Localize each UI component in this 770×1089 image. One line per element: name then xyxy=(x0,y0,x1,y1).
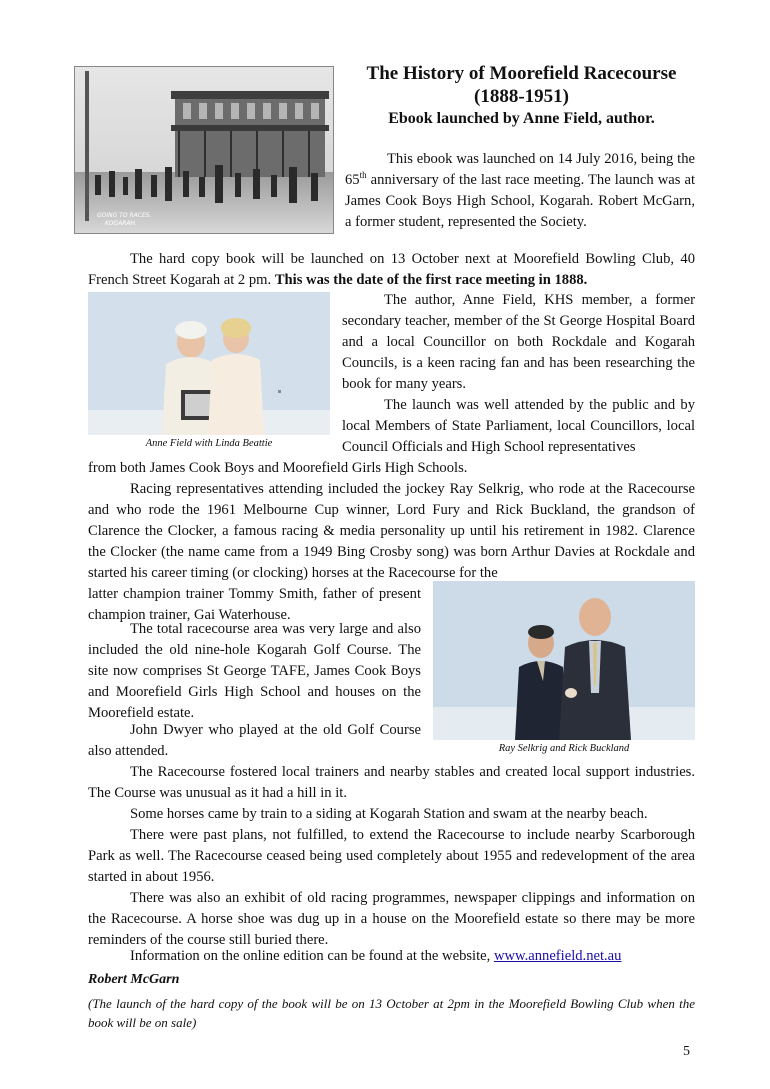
page-number: 5 xyxy=(683,1044,690,1059)
paragraph-horses-train: Some horses came by train to a siding at Kogarah Station and swam at the nearby beach. xyxy=(130,806,648,822)
historic-racecourse-photo xyxy=(74,66,334,234)
anne-field-image xyxy=(88,292,330,435)
para12-text: Information on the online edition can be found at the website, xyxy=(130,948,494,964)
launch-note: (The launch of the hard copy of the book will be on 13 October at 2pm in the Moorefield Bowling Club when the book will be on sale) xyxy=(88,996,695,1030)
paragraph-exhibit: There was also an exhibit of old racing programmes, newspaper clippings and information on the Racecourse. A horse shoe was dug up in a house on the Moorefield estate so there may be more reminders of the course still buried there. xyxy=(88,890,695,948)
ray-selkrig-image xyxy=(433,581,695,740)
para1-text-a: This ebook was launched on 14 July 2016, being the 65 xyxy=(345,151,695,188)
paragraph-attendance-cont: from both James Cook Boys and Moorefield Girls High Schools. xyxy=(88,460,468,476)
paragraph-past-plans: There were past plans, not fulfilled, to extend the Racecourse to include nearby Scarborough Park as well. The Racecourse ceased being used completely about 1955 and redevelopment of the area started in about 1956. xyxy=(88,827,695,885)
paragraph-racing-representatives: Racing representatives attending included the jockey Ray Selkrig, who rode at the Racecourse and who rode the 1961 Melbourne Cup winner, Lord Fury and Rick Buckland, the grandson of Clarence the Clocker, a famous racing & media personality up until his retirement in 1982. Clarence the Clocker (the name came from a 1949 Bing Crosby song) was born Arthur Davies at Rockdale and started his career timing (or clocking) horses at the Racecourse for the xyxy=(88,481,695,581)
paragraph-hard-copy xyxy=(88,249,695,291)
photo-inscription-2: KOGARAH. xyxy=(105,220,137,227)
para2-bold-text: This was the date of the first race meeting in 1888. xyxy=(274,272,588,288)
paragraph-racecourse-area: The total racecourse area was very large and also included the old nine-hole Kogarah Golf Course. The site now comprises St George TAFE, James Cook Boys and Moorefield Girls High School and houses on the Moorefield estate. xyxy=(88,621,421,721)
historic-photo-image xyxy=(75,67,333,233)
title-block xyxy=(345,62,698,130)
caption-anne-field: Anne Field with Linda Beattie xyxy=(145,438,273,449)
ray-selkrig-photo xyxy=(433,581,695,740)
page-title: The History of Moorefield Racecourse xyxy=(366,63,677,84)
paragraph-racing-representatives-tail: latter champion trainer Tommy Smith, father of present champion trainer, Gai Waterhouse. xyxy=(88,586,421,623)
anne-field-photo xyxy=(88,292,330,435)
subtitle: Ebook launched by Anne Field, author. xyxy=(388,110,655,127)
author-signature: Robert McGarn xyxy=(88,972,180,987)
paragraph-online-info xyxy=(88,946,695,967)
para2-text: The hard copy book will be launched on 13 October next at Moorefield Bowling Club, 40 French Street Kogarah at 2 pm. xyxy=(88,251,695,288)
website-link[interactable]: www.annefield.net.au xyxy=(493,948,622,964)
para1-text-b: anniversary of the last race meeting. The launch was at James Cook Boys High School, Kogarah. Robert McGarn, a former student, represented the Society. xyxy=(345,172,695,230)
paragraph-ebook-launch xyxy=(345,149,695,233)
paragraph-john-dwyer: John Dwyer who played at the old Golf Course also attended. xyxy=(88,722,421,759)
para1-superscript: th xyxy=(359,170,367,181)
paragraph-attendance: The launch was well attended by the public and by local Members of State Parliament, local Councillors, local Council Officials and High School representatives xyxy=(342,397,695,455)
paragraph-author: The author, Anne Field, KHS member, a former secondary teacher, member of the St George Hospital Board and a local Councillor on both Rockdale and Kogarah Councils, is a keen racing fan and has been researching the book for many years. xyxy=(342,292,695,392)
paragraph-local-trainers: The Racecourse fostered local trainers and nearby stables and created local support industries. The Course was unusual as it had a hill in it. xyxy=(88,764,695,801)
photo-inscription-1: GOING TO RACES. xyxy=(97,212,152,219)
title-years: (1888-1951) xyxy=(474,86,569,107)
caption-ray-selkrig: Ray Selkrig and Rick Buckland xyxy=(498,743,630,754)
